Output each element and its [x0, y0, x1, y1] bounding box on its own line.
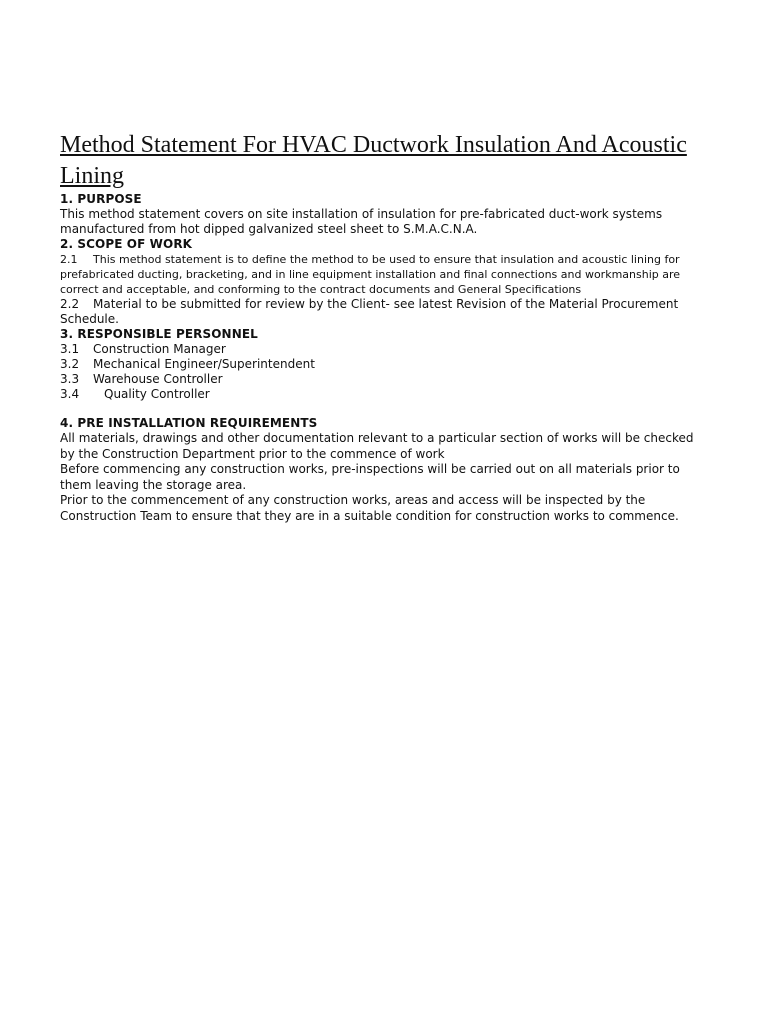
item-text: All materials, drawings and other documentation relevant to a particular section of works will be checked by the Construction Department prior to the commence of work — [60, 431, 694, 461]
document-title: Method Statement For HVAC Ductwork Insulation And Acoustic Lining — [60, 132, 687, 189]
section-heading-pre-installation: 4. PRE INSTALLATION REQUIREMENTS — [60, 416, 318, 430]
section-heading-personnel: 3. RESPONSIBLE PERSONNEL — [60, 327, 258, 341]
item-text: Quality Controller — [104, 387, 210, 401]
item-number: 3.2 — [60, 357, 80, 371]
section-heading-scope: 2. SCOPE OF WORK — [60, 237, 193, 251]
item-number: 2.1 — [60, 253, 78, 266]
personnel-item — [60, 342, 710, 357]
item-text: Before commencing any construction works, pre-inspections will be carried out on all materials prior to them leaving the storage area. — [60, 462, 680, 492]
item-number: 3.4 — [60, 387, 80, 401]
item-text: This method statement is to define the method to be used to ensure that insulation and acoustic lining for prefabricated ducting, bracketing, and in line equipment installation and final connections and workmanship are correct and acceptable, and conforming to the contract documents and General Specifications — [60, 253, 681, 296]
section-pre-installation — [60, 416, 710, 524]
scope-item — [60, 252, 710, 297]
section-personnel — [60, 327, 710, 402]
spacer — [60, 402, 710, 416]
scope-item — [60, 297, 710, 327]
list-item — [60, 493, 710, 524]
personnel-item — [60, 387, 710, 402]
list-item — [60, 431, 710, 462]
document-page — [60, 130, 710, 524]
section-purpose — [60, 192, 710, 237]
item-number: 3.3 — [60, 372, 80, 386]
item-text: Construction Manager — [93, 342, 226, 356]
item-text: Material to be submitted for review by the Client- see latest Revision of the Material Procurement Schedule. — [60, 297, 679, 326]
personnel-item — [60, 357, 710, 372]
item-text: Warehouse Controller — [93, 372, 223, 386]
item-text: Prior to the commencement of any construction works, areas and access will be inspected by the Construction Team to ensure that they are in a suitable condition for construction works to commence. — [60, 493, 679, 523]
item-number: 3.1 — [60, 342, 80, 356]
section-heading-purpose: 1. PURPOSE — [60, 192, 142, 206]
item-text: Mechanical Engineer/Superintendent — [93, 357, 315, 371]
section-scope — [60, 237, 710, 327]
personnel-item — [60, 372, 710, 387]
purpose-text: This method statement covers on site installation of insulation for pre-fabricated duct-work systems manufactured from hot dipped galvanized steel sheet to S.M.A.C.N.A. — [60, 207, 663, 236]
item-number: 2.2 — [60, 297, 80, 311]
list-item — [60, 462, 710, 493]
